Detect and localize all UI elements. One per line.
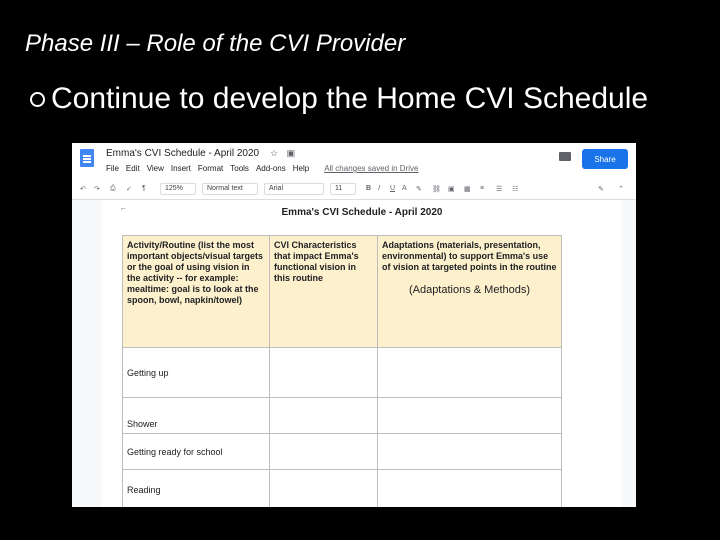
row-adaptations-cell[interactable] (378, 398, 562, 434)
style-select[interactable]: Normal text (202, 183, 258, 195)
spellcheck-icon[interactable]: ✓ (126, 186, 132, 193)
table-row (123, 434, 562, 470)
menu-format[interactable]: Format (197, 164, 224, 173)
highlight-icon[interactable]: ✎ (416, 186, 422, 193)
row-cvi-cell[interactable] (270, 398, 378, 434)
italic-icon[interactable]: I (378, 185, 380, 192)
share-label: Share (594, 154, 616, 164)
row-cvi-cell[interactable] (270, 434, 378, 470)
margin-marker-icon: ⌐ (121, 204, 126, 213)
menu-view[interactable]: View (146, 164, 164, 173)
redo-icon[interactable]: ↷ (94, 186, 100, 193)
row-adaptations-cell[interactable] (378, 348, 562, 398)
star-folder-icons[interactable]: ☆ ▣ (270, 148, 299, 158)
comment-icon[interactable] (559, 152, 571, 161)
header-activity[interactable]: Activity/Routine (list the most important objects/visual targets or the goal of using vision in the activity -- for example: mealtime: goal is to look at the spoon, bowl, napkin/towel) (123, 236, 270, 348)
zoom-select[interactable]: 125% (160, 183, 196, 195)
collapse-icon[interactable]: ⌃ (618, 186, 624, 193)
schedule-table (122, 235, 562, 507)
menu-edit[interactable]: Edit (125, 164, 140, 173)
menu-insert[interactable]: Insert (170, 164, 191, 173)
row-activity-cell[interactable]: Getting up (123, 348, 270, 398)
editing-mode-icon[interactable]: ✎ (598, 186, 604, 193)
text-color-icon[interactable]: A (402, 185, 407, 192)
print-icon[interactable]: ⎙ (110, 185, 116, 192)
table-row (123, 398, 562, 434)
document-title[interactable]: Emma's CVI Schedule - April 2020 (106, 148, 260, 159)
menu-addons[interactable]: Add-ons (255, 164, 286, 173)
adaptations-note: (Adaptations & Methods) (408, 284, 531, 296)
docs-header (72, 143, 636, 181)
row-cvi-cell[interactable] (270, 470, 378, 508)
menu-help[interactable]: Help (292, 164, 310, 173)
bullet-item (30, 82, 648, 116)
row-adaptations-cell[interactable] (378, 434, 562, 470)
row-cvi-cell[interactable] (270, 348, 378, 398)
document-page[interactable] (102, 200, 622, 507)
docs-logo-icon[interactable] (80, 149, 94, 167)
row-adaptations-cell[interactable] (378, 470, 562, 508)
font-size-select[interactable]: 11 (330, 183, 356, 195)
table-header-row (123, 236, 562, 348)
align-icon[interactable]: ≡ (480, 185, 485, 192)
menu-bar (106, 164, 418, 173)
image-icon[interactable]: ▦ (464, 186, 471, 193)
menu-file[interactable]: File (106, 164, 119, 173)
menu-tools[interactable]: Tools (230, 164, 249, 173)
formatting-toolbar (72, 181, 636, 200)
paint-format-icon[interactable]: ¶ (142, 185, 146, 192)
row-activity-cell[interactable]: Getting ready for school (123, 434, 270, 470)
bullet-text: Continue to develop the Home CVI Schedule (51, 82, 649, 115)
bold-icon[interactable]: B (366, 185, 372, 192)
table-row (123, 348, 562, 398)
header-adaptations[interactable]: Adaptations (materials, presentation, environmental) to support Emma's use of vision at targeted points in the routine (Adaptations & Methods) (378, 236, 562, 348)
line-spacing-icon[interactable]: ☰ (496, 186, 503, 193)
link-icon[interactable]: ⛓ (432, 186, 441, 193)
bullet-circle-icon (30, 92, 45, 107)
page-title: Emma's CVI Schedule - April 2020 (281, 207, 443, 218)
undo-icon[interactable]: ↶ (80, 186, 86, 193)
row-activity-cell[interactable]: Shower (123, 398, 270, 434)
slide-title: Phase III – Role of the CVI Provider (25, 30, 406, 57)
list-icon[interactable]: ☷ (512, 186, 519, 193)
saved-status-link[interactable]: All changes saved in Drive (324, 164, 419, 173)
comment-add-icon[interactable]: ▣ (448, 186, 455, 193)
table-row (123, 470, 562, 508)
google-docs-screenshot (72, 143, 636, 507)
row-activity-cell[interactable]: Reading (123, 470, 270, 508)
share-button[interactable] (582, 149, 628, 169)
underline-icon[interactable]: U (390, 185, 396, 192)
header-cvi-characteristics[interactable]: CVI Characteristics that impact Emma's functional vision in this routine (270, 236, 378, 348)
document-canvas (72, 200, 636, 507)
font-select[interactable]: Arial (264, 183, 324, 195)
